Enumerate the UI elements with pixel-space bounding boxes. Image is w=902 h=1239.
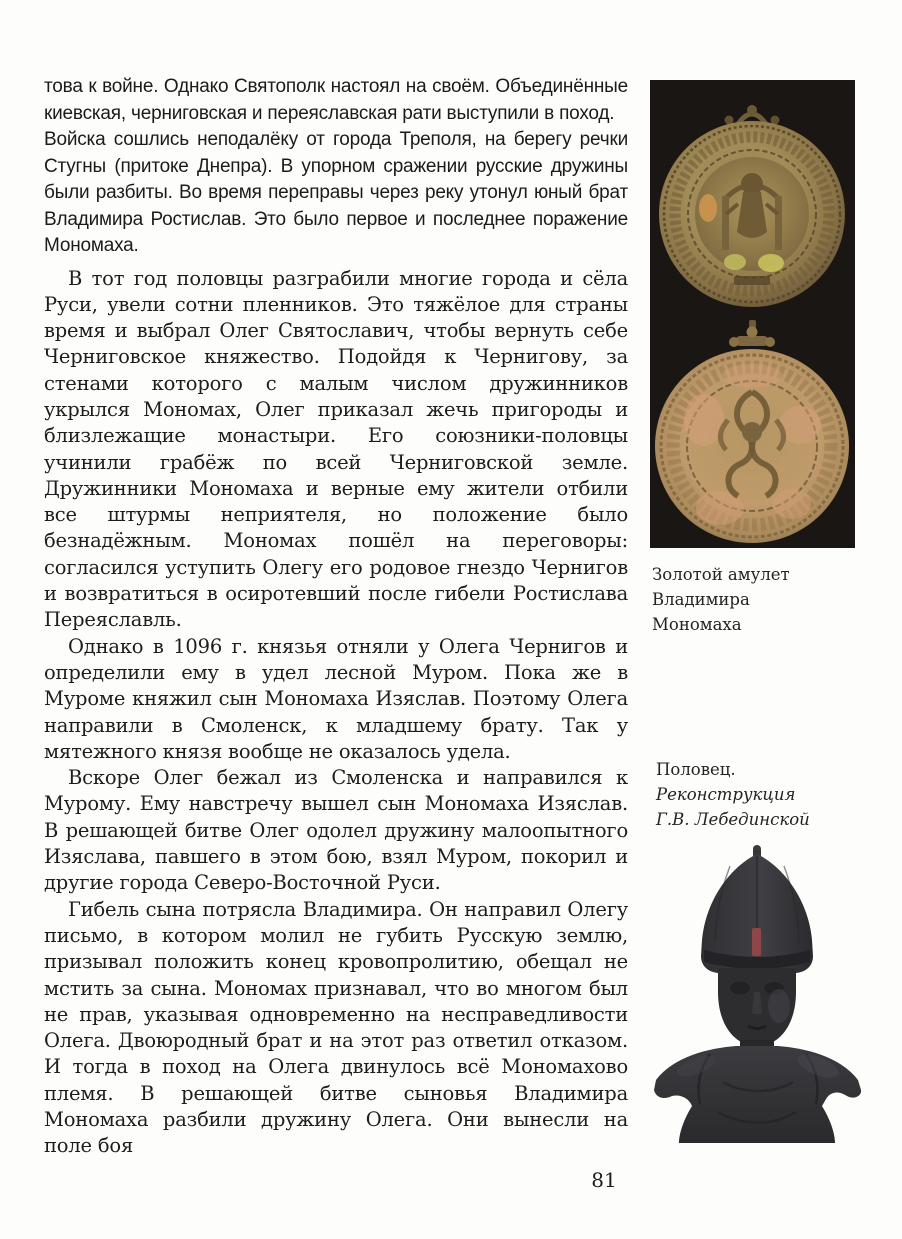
narrative-paragraph: Гибель сына потрясла Владимира. Он направил Олегу письмо, в котором молил не губить Русскую землю, призывал положить конец кровопролитию, обещал не мстить за сына. Мономах признавал, что во многом был не прав, указывая одновременно на несправедливости Олега. Двоюродный брат и на этот раз ответил отказом. И тогда в поход на Олега двинулось всё Мономахово племя. В решающей битве сыновья Владимира Мономаха разбили дружину Олега. Они вынесли на поле боя	[44, 897, 628, 1158]
caption-line: Г.В. Лебединской	[656, 810, 810, 829]
narrative-paragraph: Вскоре Олег бежал из Смоленска и направился к Мурому. Ему навстречу вышел сын Мономаха Изяслав. В решающей битве Олег одолел дружину малоопытного Изяслава, павшего в этом бою, взял Муром, покорил и другие города Северо-Восточной Руси.	[44, 766, 628, 895]
caption-line: Половец.	[656, 760, 736, 779]
document-excerpt-continuation	[44, 74, 628, 260]
caption-line: Владимира	[652, 590, 750, 609]
narrative-paragraph: В тот год половцы разграбили многие города и сёла Руси, увели сотни пленников. Это тяжёлое для страны время и выбрал Олег Святославич, чтобы вернуть себе Черниговское княжество. Подойдя к Чернигову, за стенами которого с малым числом дружинников укрылся Мономах, Олег приказал жечь пригороды и близлежащие монастыри. Его союзники-половцы учинили грабёж по всей Черниговской земле. Дружинники Мономаха и верные ему жители отбили все штурмы неприятеля, но положение было безнадёжным. Мономах пошёл на переговоры: согласился уступить Олегу его родовое гнездо Чернигов и возвратиться в осиротевший после гибели Ростислава Переяславль.	[44, 266, 628, 632]
caption-line: Золотой амулет	[652, 565, 790, 584]
golden-amulet-photo	[650, 80, 855, 548]
excerpt-paragraph: Войска сошлись неподалёку от города Треполя, на берегу речки Стугны (притоке Днепра). В упорном сражении русские дружины были разбиты. Во время переправы через реку утонул юный брат Владимира Ростислав. Это было первое и последнее поражение Мономаха.	[44, 129, 628, 256]
polovets-caption	[656, 757, 886, 832]
narrative-paragraph: Однако в 1096 г. князья отняли у Олега Чернигов и определили ему в удел лесной Муром. Пока же в Муроме княжил сын Мономаха Изяслав. Поэтому Олега направили в Смоленск, к младшему брату. Так у мятежного князя вообще не оказалось удела.	[44, 634, 628, 763]
polovets-bust-photo	[648, 842, 866, 1144]
caption-line: Реконструкция	[656, 785, 796, 804]
main-narrative	[44, 266, 628, 1160]
caption-line: Мономаха	[652, 615, 742, 634]
page-number: 81	[591, 1168, 617, 1192]
polovets-bust-figure	[648, 842, 866, 1144]
amulet-figure	[650, 80, 855, 548]
body-text-column	[44, 74, 628, 1160]
excerpt-paragraph: това к войне. Однако Святополк настоял на своём. Объединённые киевская, черниговская и переяславская рати выступили в поход.	[44, 76, 628, 124]
amulet-caption	[652, 562, 872, 637]
